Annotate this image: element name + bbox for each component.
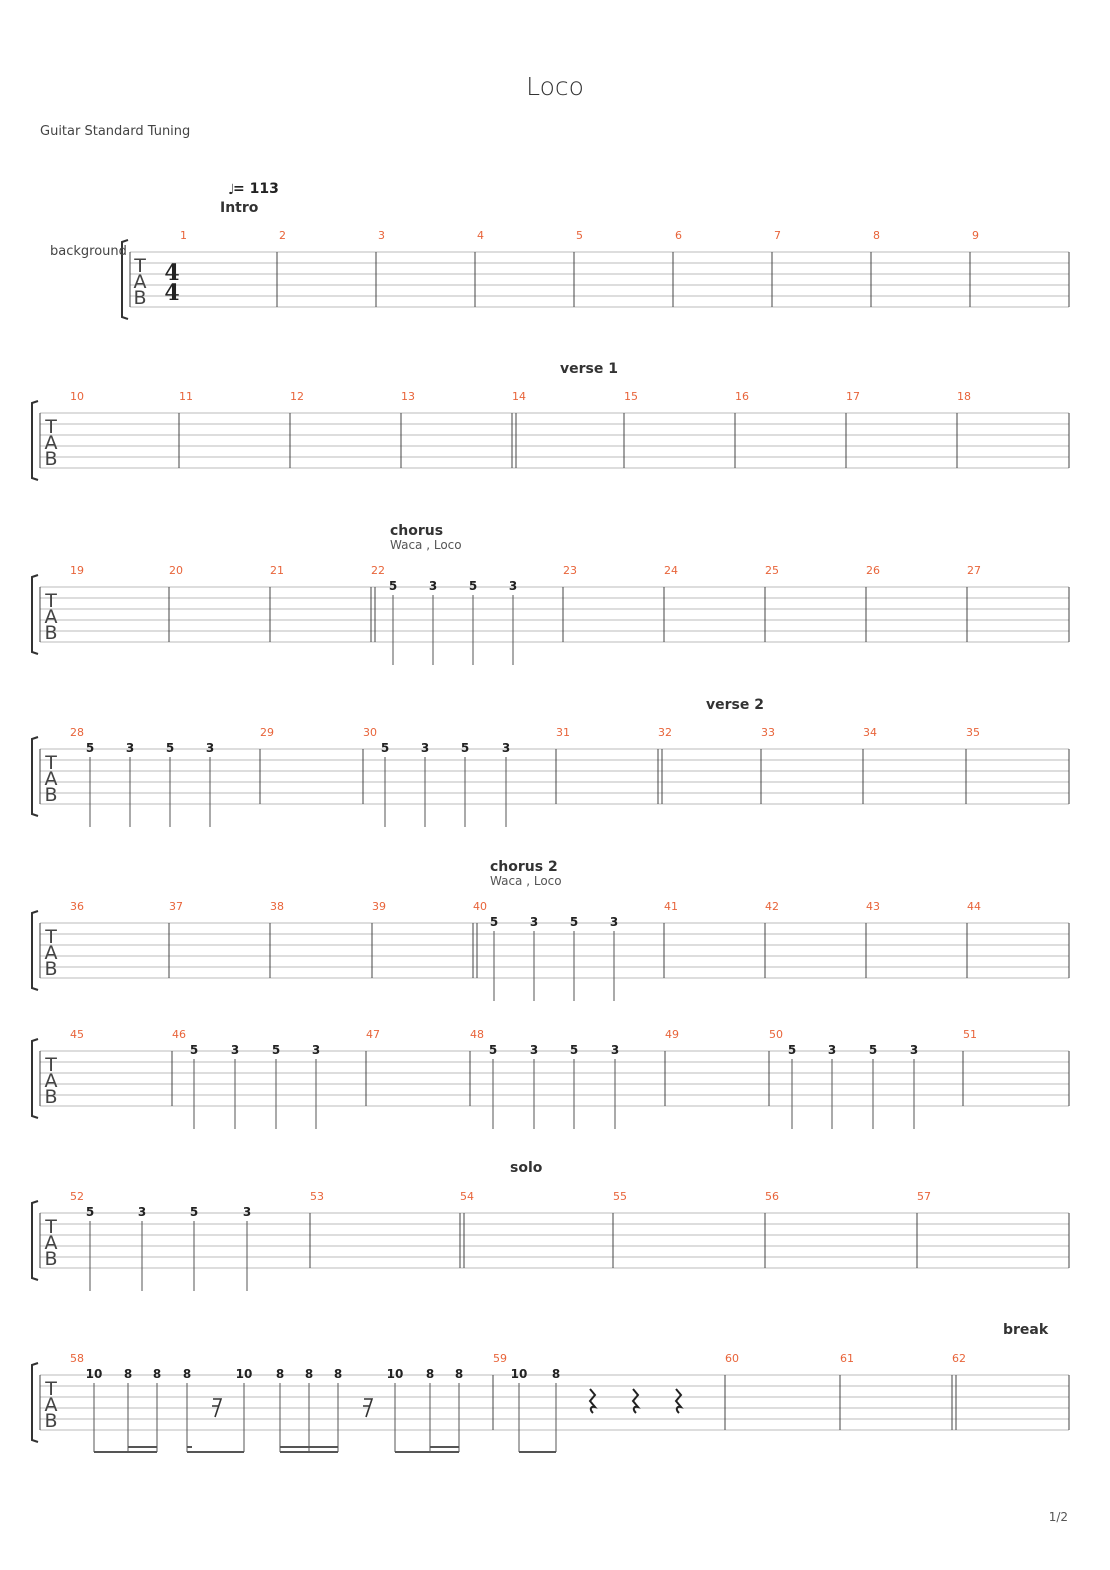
measure-number: 62: [952, 1352, 966, 1365]
tab-clef-letter: B: [44, 958, 58, 980]
fret-number: 10: [510, 1367, 528, 1381]
fret-number: 5: [868, 1043, 878, 1057]
fret-number: 8: [425, 1367, 435, 1381]
fret-number: 5: [380, 741, 390, 755]
measure-number: 6: [675, 229, 682, 242]
measure-number: 1: [180, 229, 187, 242]
measure-number: 53: [310, 1190, 324, 1203]
measure-number: 14: [512, 390, 526, 403]
measure-number: 13: [401, 390, 415, 403]
fret-number: 3: [230, 1043, 240, 1057]
section-label-break: break: [1003, 1322, 1049, 1338]
section-label-chorus: chorus: [390, 523, 444, 539]
tab-clef-letter: A: [44, 432, 58, 454]
measure-number: 48: [470, 1028, 484, 1041]
track-name: background: [50, 244, 127, 259]
measure-number: 51: [963, 1028, 977, 1041]
section-label-solo: solo: [510, 1160, 543, 1176]
fret-number: 8: [333, 1367, 343, 1381]
measure-number: 54: [460, 1190, 474, 1203]
fret-number: 5: [489, 915, 499, 929]
fret-number: 5: [189, 1043, 199, 1057]
measure-number: 31: [556, 726, 570, 739]
fret-number: 3: [137, 1205, 147, 1219]
measure-number: 60: [725, 1352, 739, 1365]
measure-number: 43: [866, 900, 880, 913]
fret-number: 8: [275, 1367, 285, 1381]
fret-number: 3: [125, 741, 135, 755]
measure-number: 55: [613, 1190, 627, 1203]
fret-number: 8: [182, 1367, 192, 1381]
fret-number: 3: [909, 1043, 919, 1057]
measure-number: 11: [179, 390, 193, 403]
measure-number: 12: [290, 390, 304, 403]
tab-clef-letter: A: [44, 1070, 58, 1092]
measure-number: 17: [846, 390, 860, 403]
measure-number: 5: [576, 229, 583, 242]
fret-number: 8: [123, 1367, 133, 1381]
lyric-text: Waca , Loco: [490, 874, 562, 888]
measure-number: 4: [477, 229, 484, 242]
fret-number: 5: [85, 741, 95, 755]
tab-clef-letter: B: [44, 1086, 58, 1108]
measure-number: 40: [473, 900, 487, 913]
measure-number: 25: [765, 564, 779, 577]
tab-clef-letter: B: [44, 784, 58, 806]
fret-number: 3: [529, 1043, 539, 1057]
tab-clef-letter: T: [45, 1054, 57, 1076]
tab-clef-letter: T: [45, 1216, 57, 1238]
measure-number: 39: [372, 900, 386, 913]
section-label-verse1: verse 1: [560, 361, 618, 377]
measure-number: 41: [664, 900, 678, 913]
section-label-chorus2: chorus 2: [490, 859, 558, 875]
fret-number: 3: [610, 1043, 620, 1057]
fret-number: 5: [388, 579, 398, 593]
system-bracket: [32, 1201, 38, 1280]
measure-number: 29: [260, 726, 274, 739]
fret-number: 5: [569, 1043, 579, 1057]
tab-clef-letter: T: [45, 926, 57, 948]
tab-clef-letter: B: [44, 1248, 58, 1270]
tempo-note-icon: ♩: [228, 182, 235, 198]
fret-number: 5: [460, 741, 470, 755]
fret-number: 5: [787, 1043, 797, 1057]
measure-number: 50: [769, 1028, 783, 1041]
tab-clef-letter: A: [44, 606, 58, 628]
fret-number: 5: [85, 1205, 95, 1219]
fret-number: 5: [189, 1205, 199, 1219]
measure-number: 33: [761, 726, 775, 739]
fret-number: 8: [304, 1367, 314, 1381]
time-signature-top: 4: [164, 260, 180, 286]
fret-number: 3: [501, 741, 511, 755]
measure-number: 56: [765, 1190, 779, 1203]
tab-clef-letter: A: [44, 768, 58, 790]
quarter-rest-icon: [590, 1389, 595, 1413]
measure-number: 42: [765, 900, 779, 913]
measure-number: 8: [873, 229, 880, 242]
fret-number: 8: [152, 1367, 162, 1381]
fret-number: 3: [311, 1043, 321, 1057]
measure-number: 49: [665, 1028, 679, 1041]
fret-number: 8: [551, 1367, 561, 1381]
quarter-rest-icon: [676, 1389, 681, 1413]
tab-clef-letter: T: [45, 1378, 57, 1400]
measure-number: 21: [270, 564, 284, 577]
tab-clef-letter: A: [44, 942, 58, 964]
measure-number: 24: [664, 564, 678, 577]
measure-number: 34: [863, 726, 877, 739]
fret-number: 10: [85, 1367, 103, 1381]
measure-number: 47: [366, 1028, 380, 1041]
tuning-label: Guitar Standard Tuning: [40, 124, 191, 139]
measure-number: 27: [967, 564, 981, 577]
system-bracket: [32, 911, 38, 990]
tab-clef-letter: B: [44, 448, 58, 470]
fret-number: 3: [428, 579, 438, 593]
tab-clef-letter: B: [133, 287, 147, 309]
measure-number: 46: [172, 1028, 186, 1041]
measure-number: 3: [378, 229, 385, 242]
section-label-intro: Intro: [220, 200, 259, 216]
tempo-marking: = 113: [233, 181, 279, 197]
measure-number: 15: [624, 390, 638, 403]
tab-clef-letter: T: [45, 416, 57, 438]
measure-number: 38: [270, 900, 284, 913]
measure-number: 57: [917, 1190, 931, 1203]
system-bracket: [32, 1363, 38, 1442]
measure-number: 19: [70, 564, 84, 577]
measure-number: 18: [957, 390, 971, 403]
fret-number: 5: [165, 741, 175, 755]
fret-number: 10: [235, 1367, 253, 1381]
measure-number: 28: [70, 726, 84, 739]
measure-number: 20: [169, 564, 183, 577]
fret-number: 8: [454, 1367, 464, 1381]
tab-clef-letter: B: [44, 622, 58, 644]
time-signature-bottom: 4: [164, 280, 180, 306]
tab-clef-letter: T: [45, 752, 57, 774]
measure-number: 10: [70, 390, 84, 403]
system-bracket: [32, 401, 38, 480]
measure-number: 16: [735, 390, 749, 403]
fret-number: 3: [508, 579, 518, 593]
system-bracket: [32, 737, 38, 816]
fret-number: 10: [386, 1367, 404, 1381]
fret-number: 3: [827, 1043, 837, 1057]
measure-number: 2: [279, 229, 286, 242]
fret-number: 3: [205, 741, 215, 755]
measure-number: 26: [866, 564, 880, 577]
measure-number: 30: [363, 726, 377, 739]
measure-number: 23: [563, 564, 577, 577]
quarter-rest-icon: [633, 1389, 638, 1413]
tab-clef-letter: A: [44, 1232, 58, 1254]
song-title: Loco: [526, 72, 584, 101]
measure-number: 9: [972, 229, 979, 242]
measure-number: 44: [967, 900, 981, 913]
measure-number: 61: [840, 1352, 854, 1365]
measure-number: 59: [493, 1352, 507, 1365]
section-label-verse2: verse 2: [706, 697, 764, 713]
tab-clef-letter: T: [45, 590, 57, 612]
fret-number: 5: [488, 1043, 498, 1057]
system-bracket: [32, 575, 38, 654]
measure-number: 36: [70, 900, 84, 913]
system-bracket: [32, 1039, 38, 1118]
fret-number: 5: [271, 1043, 281, 1057]
fret-number: 5: [468, 579, 478, 593]
measure-number: 45: [70, 1028, 84, 1041]
tab-clef-letter: A: [44, 1394, 58, 1416]
measure-number: 35: [966, 726, 980, 739]
measure-number: 37: [169, 900, 183, 913]
tab-clef-letter: T: [134, 255, 146, 277]
page-number: 1/2: [1048, 1510, 1068, 1524]
measure-number: 58: [70, 1352, 84, 1365]
measure-number: 22: [371, 564, 385, 577]
measure-number: 52: [70, 1190, 84, 1203]
tab-clef-letter: A: [133, 271, 147, 293]
fret-number: 3: [609, 915, 619, 929]
measure-number: 7: [774, 229, 781, 242]
fret-number: 3: [242, 1205, 252, 1219]
fret-number: 5: [569, 915, 579, 929]
measure-number: 32: [658, 726, 672, 739]
fret-number: 3: [420, 741, 430, 755]
lyric-text: Waca , Loco: [390, 538, 462, 552]
tab-clef-letter: B: [44, 1410, 58, 1432]
fret-number: 3: [529, 915, 539, 929]
